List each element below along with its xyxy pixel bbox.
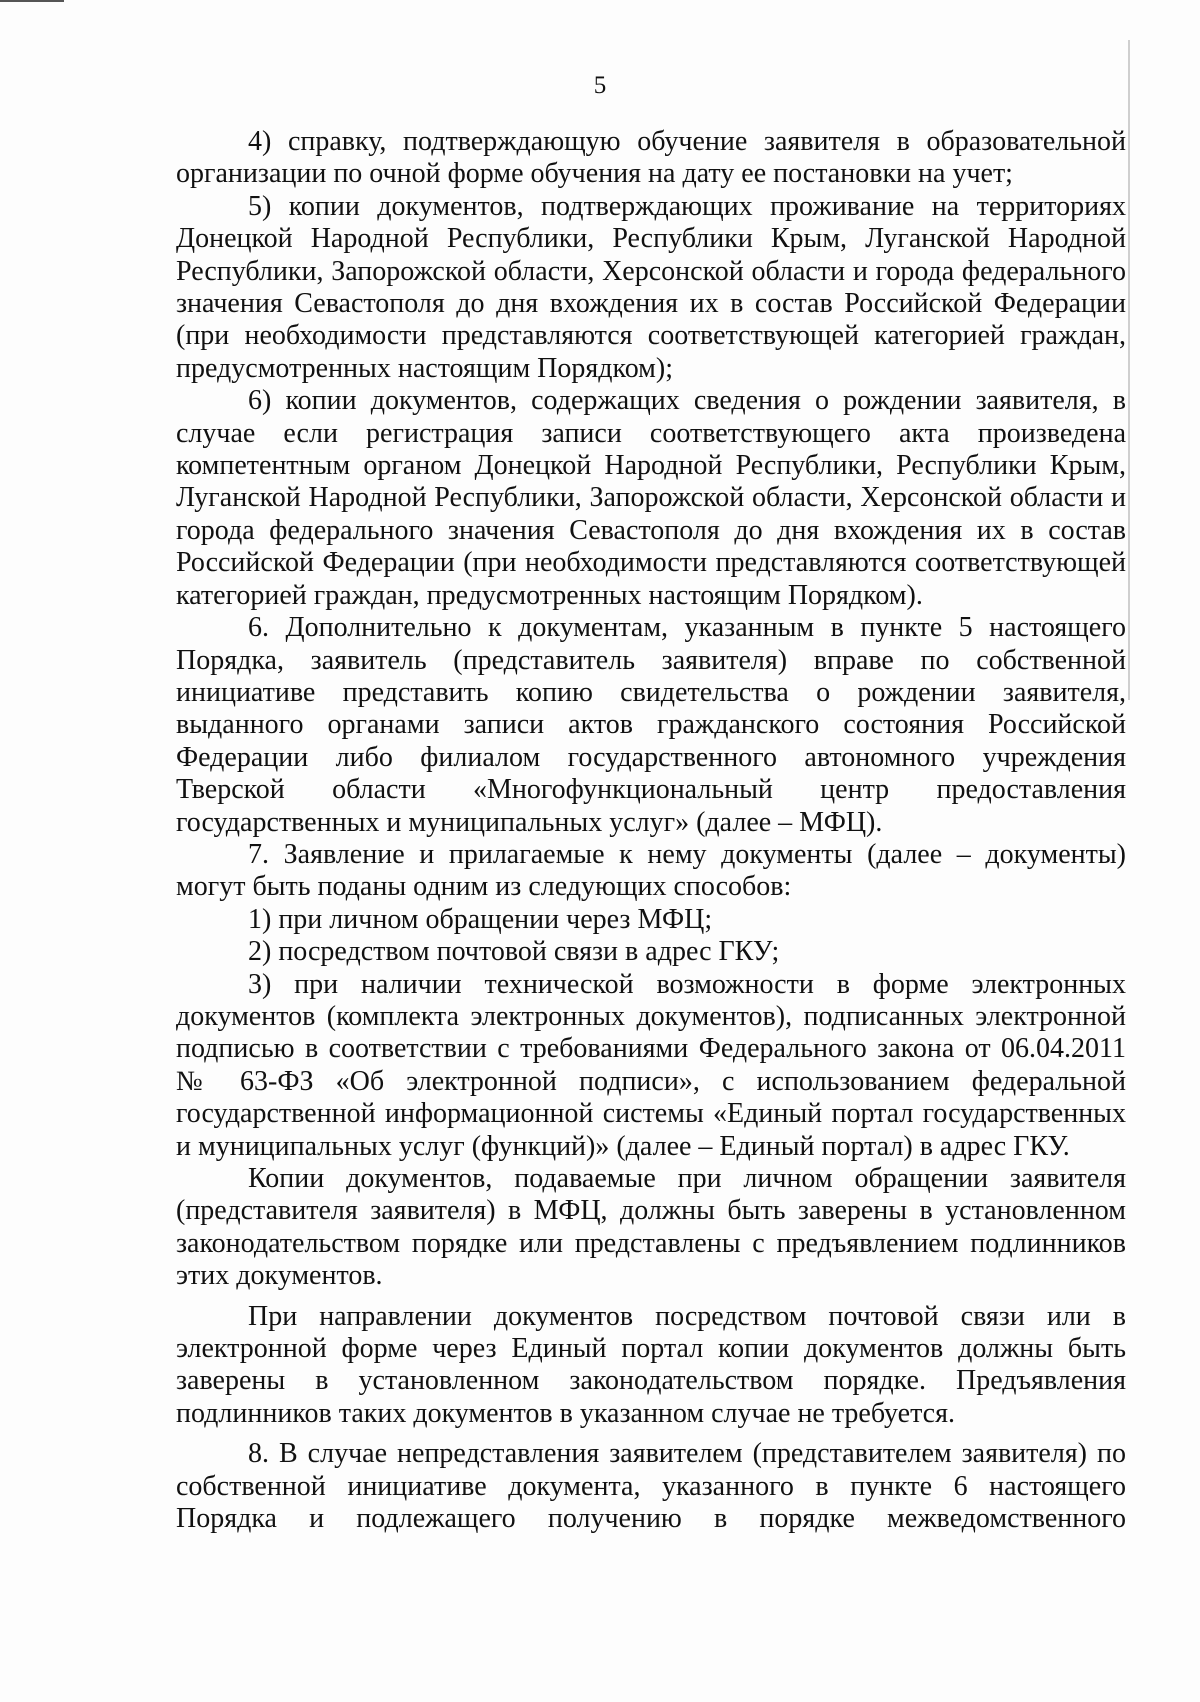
paragraph-clause-6: 6. Дополнительно к документам, указанным в пункте 5 настоящего Порядка, заявитель (представитель заявителя) вправе по собственной инициативе представить копию свидетельства о рождении заявителя, выданного органами записи актов гражданского состояния Российской Федерации либо филиалом государственного автономного учреждения Тверской области «Многофункциональный центр предоставления государственных и муниципальных услуг» (далее – МФЦ). [176, 612, 1126, 838]
paragraph-copies-mfc: Копии документов, подаваемые при личном обращении заявителя (представителя заявителя) в МФЦ, должны быть заверены в установленном законодательством порядке или представлены с предъявлением подлинников этих документов. [176, 1163, 1126, 1292]
paragraph-method-3: 3) при наличии технической возможности в форме электронных документов (комплекта электронных документов), подписанных электронной подписью в соответствии с требованиями Федерального закона от 06.04.2011 № 63-ФЗ «Об электронной подписи», с использованием федеральной государственной информационной системы «Единый портал государственных и муниципальных услуг (функций)» (далее – Единый портал) в адрес ГКУ. [176, 968, 1126, 1162]
document-body [176, 126, 1126, 1535]
paragraph-method-1: 1) при личном обращении через МФЦ; [248, 903, 713, 935]
paragraph-item-5: 5) копии документов, подтверждающих проживание на территориях Донецкой Народной Республики, Республики Крым, Луганской Народной Республики, Запорожской области, Херсонской области и города федерального значения Севастополя до дня вхождения их в состав Российской Федерации (при необходимости представляются соответствующей категорией граждан, предусмотренных настоящим Порядком); [176, 190, 1126, 384]
page-number: 5 [593, 72, 607, 99]
paragraph-copies-mail: При направлении документов посредством почтовой связи или в электронной форме через Единый портал копии документов должны быть заверены в установленном законодательством порядке. Предъявления подлинников таких документов в указанном случае не требуется. [176, 1300, 1126, 1429]
paragraph-item-6: 6) копии документов, содержащих сведения о рождении заявителя, в случае если регистрация записи соответствующего акта произведена компетентным органом Донецкой Народной Республики, Республики Крым, Луганской Народной Республики, Запорожской области, Херсонской области и города федерального значения Севастополя до дня вхождения их в состав Российской Федерации (при необходимости представляются соответствующей категорией граждан, предусмотренных настоящим Порядком). [176, 385, 1126, 611]
paragraph-clause-8: 8. В случае непредставления заявителем (представителем заявителя) по собственной инициативе документа, указанного в пункте 6 настоящего Порядка и подлежащего получению в порядке межведомственного [176, 1438, 1126, 1535]
paragraph-method-2: 2) посредством почтовой связи в адрес ГКУ; [248, 936, 780, 968]
scan-edge-shadow [1128, 40, 1130, 700]
scan-edge-mark [0, 0, 64, 2]
paragraph-item-4: 4) справку, подтверждающую обучение заявителя в образовательной организации по очной форме обучения на дату ее постановки на учет; [176, 126, 1126, 190]
paragraph-clause-7: 7. Заявление и прилагаемые к нему документы (далее – документы) могут быть поданы одним из следующих способов: [176, 838, 1126, 903]
